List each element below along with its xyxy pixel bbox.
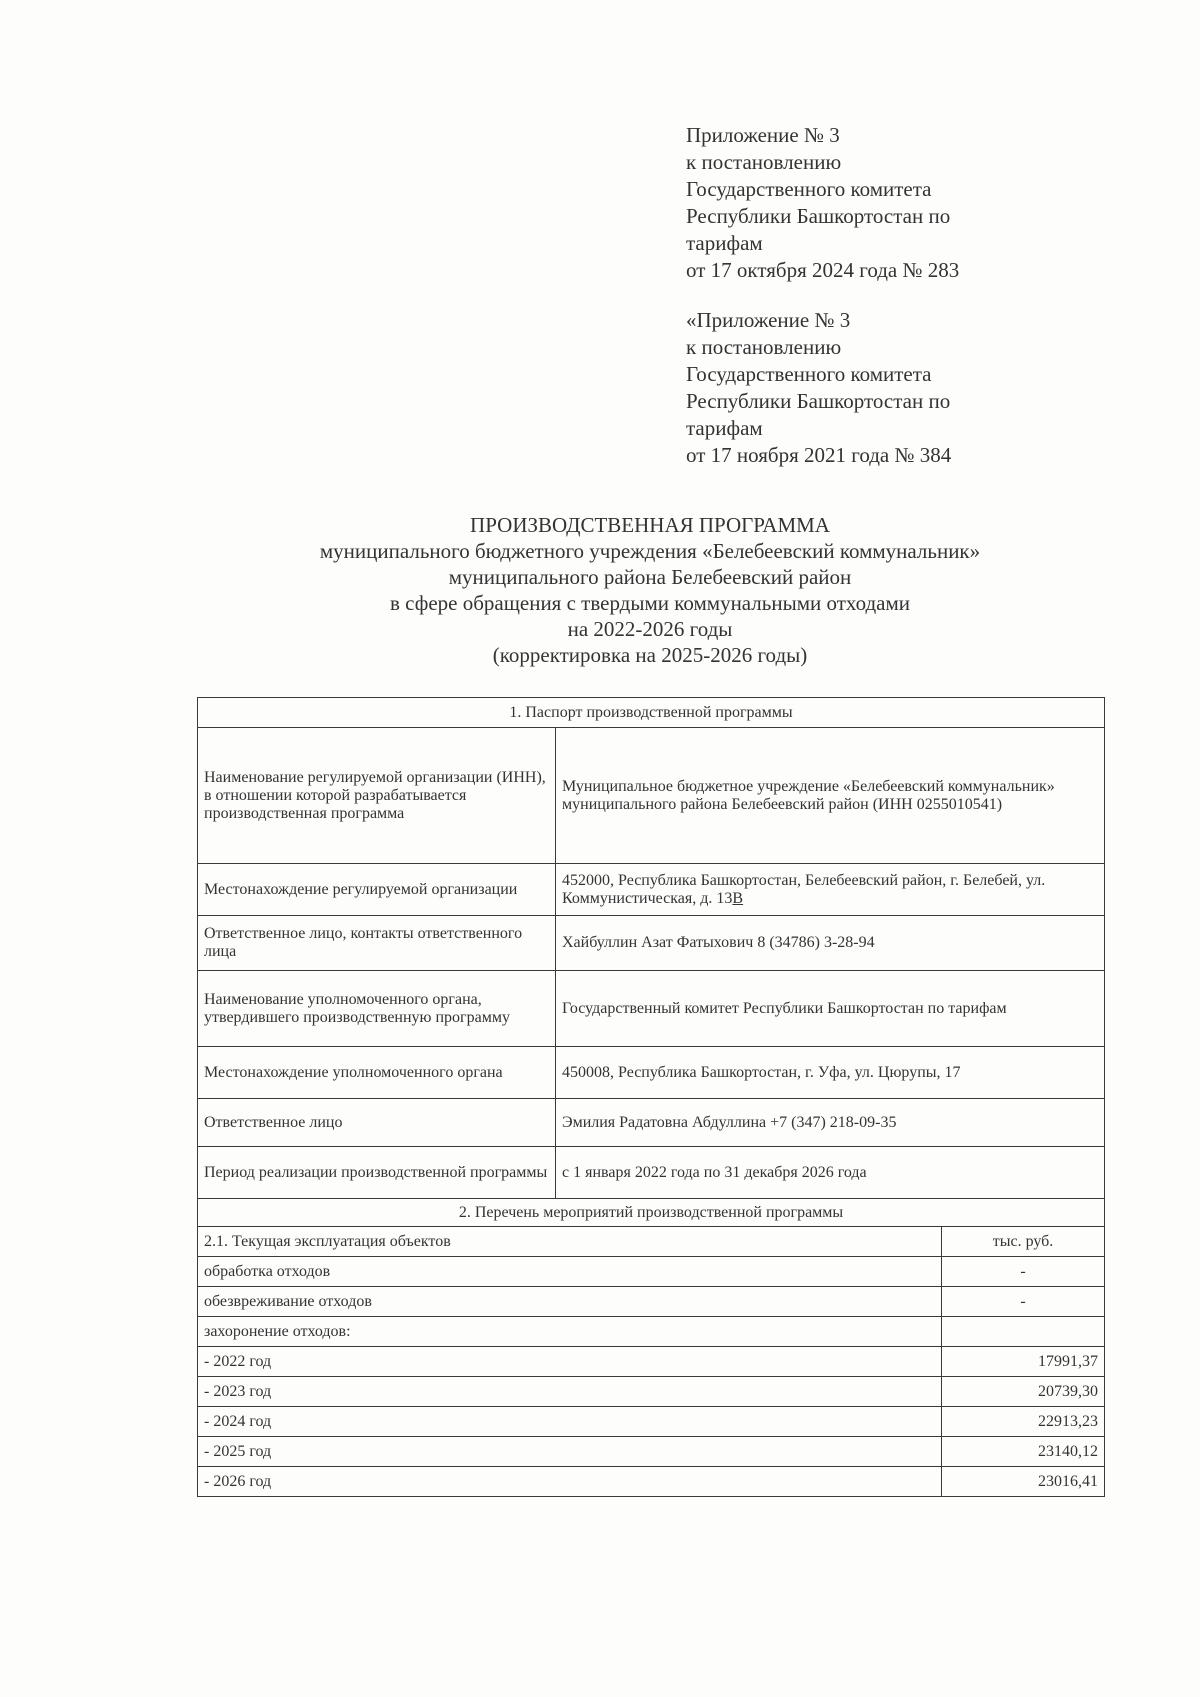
disposal-empty-cell [942, 1317, 1105, 1347]
annex-line: тарифам [686, 416, 763, 440]
annex-line: от 17 ноября 2021 года № 384 [686, 443, 952, 467]
program-subtitle-line: муниципального района Белебеевский район [448, 565, 852, 589]
annex-line: «Приложение № 3 [686, 308, 851, 332]
disposal-amount: 23016,41 [942, 1467, 1105, 1497]
address-text: 452000, Республика Башкортостан, Белебеевский район, г. Белебей, ул. Коммунистическая, д. 13 [562, 871, 1046, 907]
annex-line: Государственного комитета [686, 362, 932, 386]
passport-label: Наименование уполномоченного органа, утвердившего производственную программу [198, 971, 556, 1047]
annex-line: Государственного комитета [686, 177, 932, 201]
table-row [198, 1407, 1105, 1437]
passport-value [556, 864, 1105, 916]
subsection-label: 2.1. Текущая эксплуатация объектов [198, 1227, 942, 1257]
disposal-year: - 2022 год [198, 1347, 942, 1377]
passport-value: Хайбуллин Азат Фатыхович 8 (34786) 3-28-94 [556, 916, 1105, 971]
table-row [198, 916, 1105, 971]
disposal-label: захоронение отходов: [198, 1317, 942, 1347]
passport-section-title: 1. Паспорт производственной программы [198, 698, 1105, 728]
disposal-amount: 17991,37 [942, 1347, 1105, 1377]
passport-value: Эмилия Радатовна Абдуллина +7 (347) 218-09-35 [556, 1099, 1105, 1147]
table-row [198, 1467, 1105, 1497]
annex-line: Республики Башкортостан по [686, 204, 951, 228]
annex-line: от 17 октября 2024 года № 283 [686, 258, 960, 282]
processing-label: обработка отходов [198, 1257, 942, 1287]
passport-label: Местонахождение уполномоченного органа [198, 1047, 556, 1099]
table-row [198, 971, 1105, 1047]
disposal-year: - 2023 год [198, 1377, 942, 1407]
neutralization-label: обезвреживание отходов [198, 1287, 942, 1317]
table-row [198, 1377, 1105, 1407]
passport-label: Ответственное лицо, контакты ответственного лица [198, 916, 556, 971]
disposal-year: - 2026 год [198, 1467, 942, 1497]
disposal-amount: 22913,23 [942, 1407, 1105, 1437]
processing-value: - [942, 1257, 1105, 1287]
program-subtitle-line: (корректировка на 2025-2026 годы) [492, 643, 808, 667]
table-row [198, 1099, 1105, 1147]
annex-header-original [686, 307, 1026, 469]
annex-header-current [686, 122, 1026, 284]
table-row [198, 698, 1105, 728]
annex-line: Приложение № 3 [686, 123, 840, 147]
passport-label: Местонахождение регулируемой организации [198, 864, 556, 916]
passport-label: Период реализации производственной программы [198, 1147, 556, 1199]
passport-value: Государственный комитет Республики Башкортостан по тарифам [556, 971, 1105, 1047]
table-row [198, 728, 1105, 864]
neutralization-value: - [942, 1287, 1105, 1317]
annex-line: к постановлению [686, 150, 842, 174]
annex-line: к постановлению [686, 335, 842, 359]
passport-label: Ответственное лицо [198, 1099, 556, 1147]
passport-label: Наименование регулируемой организации (ИНН), в отношении которой разрабатывается производственная программа [198, 728, 556, 864]
table-row [198, 1287, 1105, 1317]
table-row [198, 1257, 1105, 1287]
activities-section-title: 2. Перечень мероприятий производственной программы [198, 1199, 1105, 1227]
disposal-amount: 20739,30 [942, 1377, 1105, 1407]
program-subtitle-line: муниципального бюджетного учреждения «Белебеевский коммунальник» [319, 539, 981, 563]
passport-value: 450008, Республика Башкортостан, г. Уфа, ул. Цюрупы, 17 [556, 1047, 1105, 1099]
table-row [198, 1047, 1105, 1099]
program-subtitle-line: в сфере обращения с твердыми коммунальными отходами [389, 591, 911, 615]
passport-value: с 1 января 2022 года по 31 декабря 2026 года [556, 1147, 1105, 1199]
table-row [198, 864, 1105, 916]
table-row [198, 1347, 1105, 1377]
program-table [197, 697, 1105, 1497]
program-heading: ПРОИЗВОДСТВЕННАЯ ПРОГРАММА [470, 513, 830, 537]
address-letter: В [732, 889, 744, 907]
passport-value: Муниципальное бюджетное учреждение «Белебеевский коммунальник» муниципального района Белебеевский район (ИНН 0255010541) [556, 728, 1105, 864]
program-title-block [200, 512, 1100, 668]
disposal-year: - 2024 год [198, 1407, 942, 1437]
disposal-amount: 23140,12 [942, 1437, 1105, 1467]
table-row [198, 1199, 1105, 1227]
disposal-year: - 2025 год [198, 1437, 942, 1467]
table-row [198, 1147, 1105, 1199]
table-row [198, 1437, 1105, 1467]
annex-line: тарифам [686, 231, 763, 255]
annex-line: Республики Башкортостан по [686, 389, 951, 413]
table-row [198, 1317, 1105, 1347]
unit-label: тыс. руб. [942, 1227, 1105, 1257]
program-subtitle-line: на 2022-2026 годы [567, 617, 733, 641]
table-row [198, 1227, 1105, 1257]
